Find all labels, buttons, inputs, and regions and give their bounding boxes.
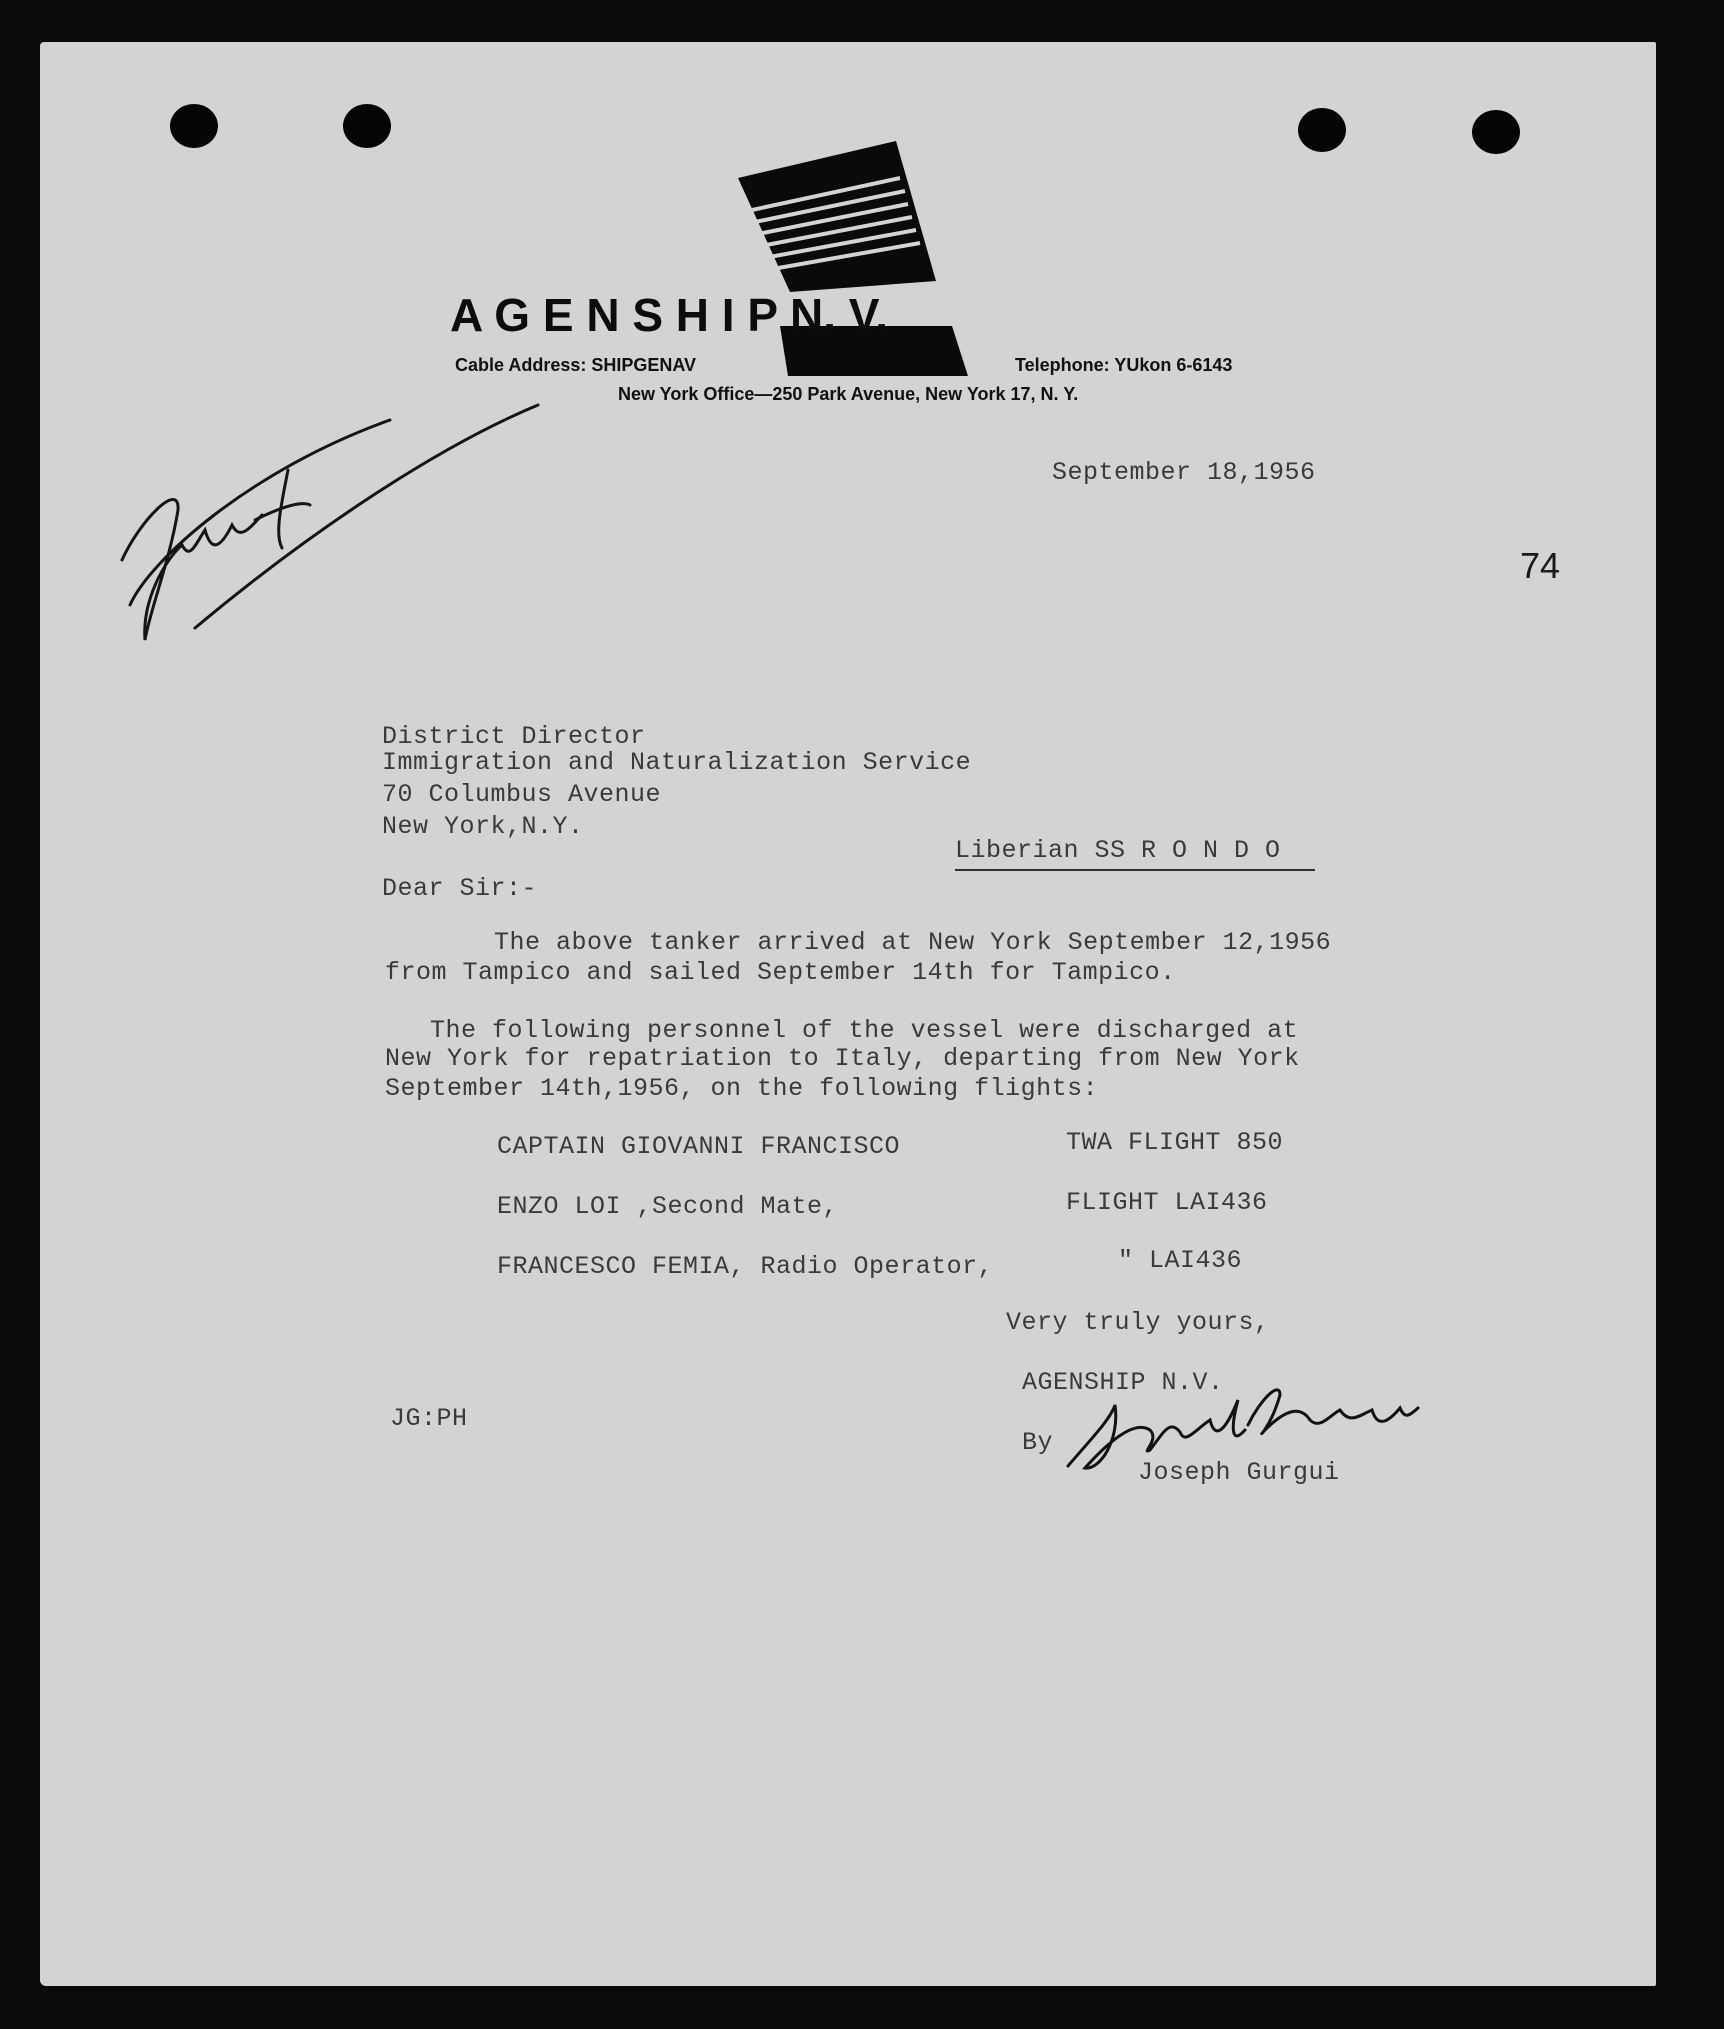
recipient-line-3: 70 Columbus Avenue [382,780,662,809]
cable-address: Cable Address: SHIPGENAV [455,355,697,375]
personnel-name: CAPTAIN GIOVANNI FRANCISCO [497,1132,901,1161]
page-number: 74 [1520,545,1561,586]
paragraph-1-line-2: from Tampico and sailed September 14th for Tampico. [385,958,1176,987]
salutation: Dear Sir:- [382,874,538,903]
office-address: New York Office—250 Park Avenue, New York 17, N. Y. [618,384,1079,404]
personnel-name: ENZO LOI ,Second Mate, [497,1192,839,1221]
personnel-flight: " LAI436 [1118,1246,1243,1275]
paragraph-2-line-3: September 14th,1956, on the following flights: [385,1074,1099,1103]
valediction: Very truly yours, [1006,1308,1270,1337]
personnel-name: FRANCESCO FEMIA, Radio Operator, [497,1252,994,1281]
recipient-line-4: New York,N.Y. [382,812,584,841]
personnel-flight: FLIGHT LAI436 [1066,1188,1268,1217]
closing-company: AGENSHIP N.V. [1022,1368,1224,1397]
recipient-line-2: Immigration and Naturalization Service [382,748,972,777]
margin-annotation-scribble [122,405,538,640]
subject-line: Liberian SS R O N D O [955,836,1315,871]
closing-by: By [1022,1428,1054,1457]
paragraph-2-line-1: The following personnel of the vessel were discharged at [430,1016,1299,1045]
personnel-flight: TWA FLIGHT 850 [1066,1128,1284,1157]
paragraph-1-line-1: The above tanker arrived at New York September 12,1956 [494,928,1332,957]
paragraph-2-line-2: New York for repatriation to Italy, departing from New York [385,1044,1300,1073]
typist-initials: JG:PH [390,1404,468,1433]
signature-scribble [1068,1390,1418,1468]
company-name: A G E N S H I P N. V. [450,289,888,341]
telephone: Telephone: YUkon 6-6143 [1015,355,1233,375]
signer-name: Joseph Gurgui [1138,1458,1340,1487]
letter-date: September 18,1956 [1052,458,1316,487]
recipient-line-1: District Director [382,722,646,751]
